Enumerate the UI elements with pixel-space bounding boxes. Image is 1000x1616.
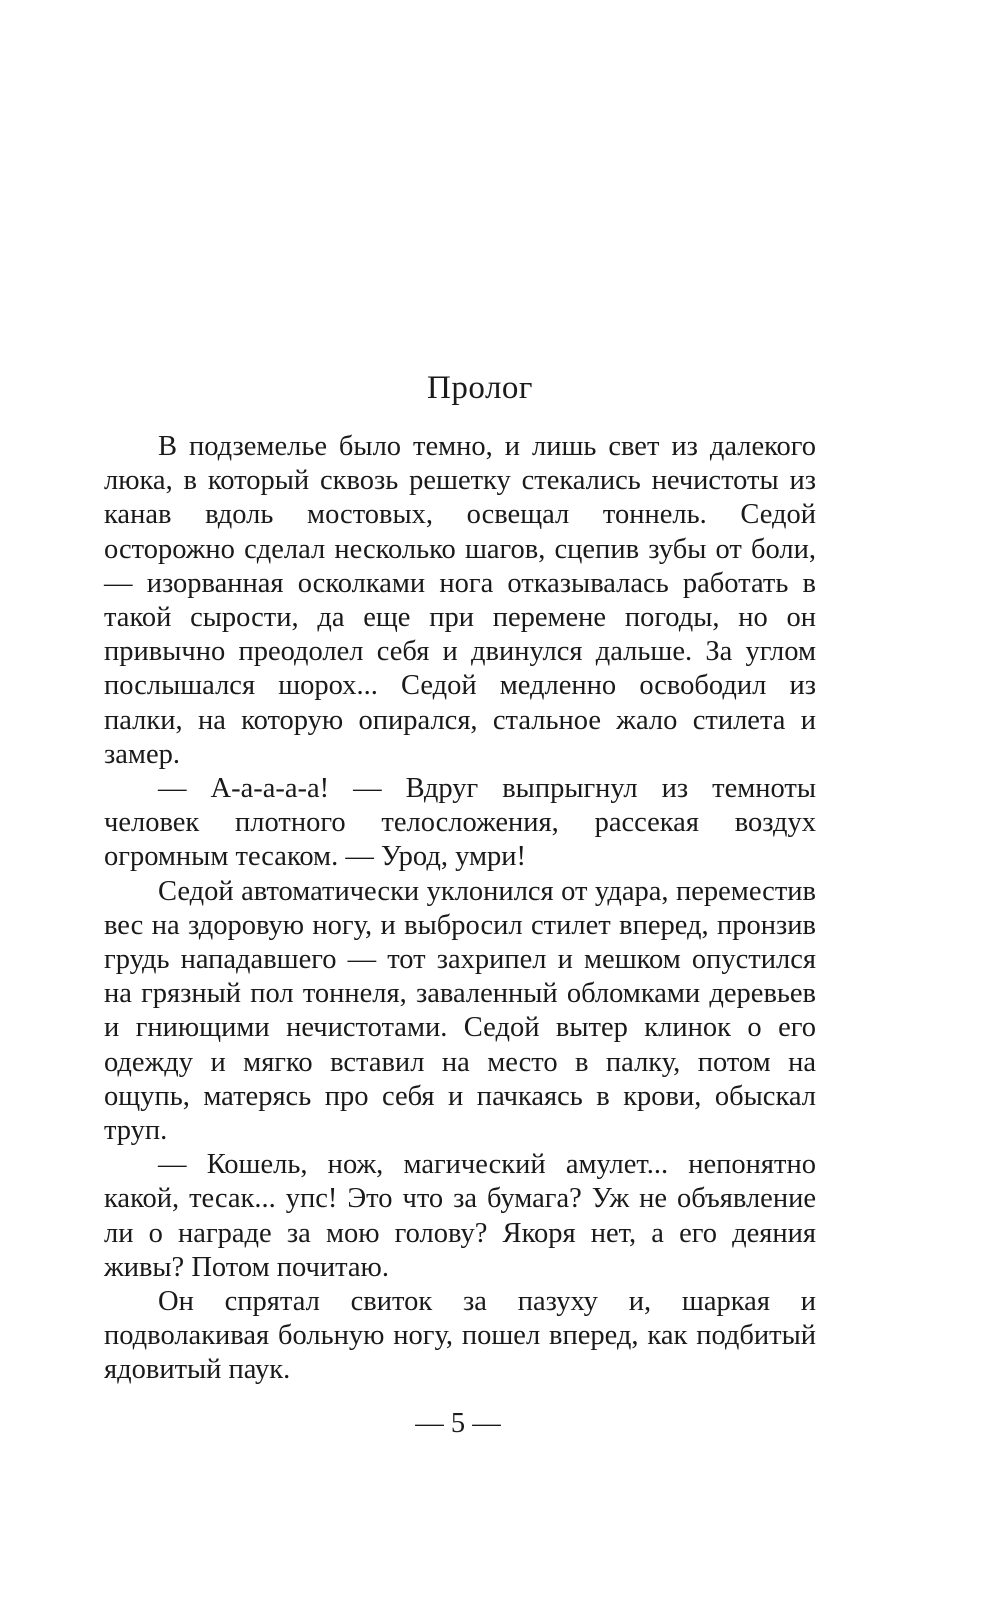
paragraph: — Кошель, нож, магический амулет... непонятно какой, тесак... упс! Это что за бумага? Уж не объявление ли о награде за мою голову? Якоря нет, а его деяния живы? Потом почитаю. bbox=[104, 1149, 816, 1283]
paragraph: Седой автоматически уклонился от удара, переместив вес на здоровую ногу, и выбросил стилет вперед, пронзив грудь нападавшего — тот захрипел и мешком опустился на грязный пол тоннеля, заваленный обломками деревьев и гниющими нечистотами. Седой вытер клинок о его одежду и мягко вставил на место в палку, потом на ощупь, матерясь про себя и пачкаясь в крови, обыскал труп. bbox=[104, 875, 816, 1147]
paragraph: В подземелье было темно, и лишь свет из далекого люка, в который сквозь решетку стекались нечистоты из канав вдоль мостовых, освещал тоннель. Седой осторожно сделал несколько шагов, сцепив зубы от боли, — изорванная осколками нога отказывалась работать в такой сырости, да еще при перемене погоды, но он привычно преодолел себя и двинулся дальше. За углом послышался шорох... Седой медленно освободил из палки, на которую опирался, стальное жало стилета и замер. bbox=[104, 431, 816, 770]
paragraph: — А-а-а-а-а! — Вдруг выпрыгнул из темноты человек плотного телосложения, рассекая воздух огромным тесаком. — Урод, умри! bbox=[104, 773, 816, 873]
paragraph: Он спрятал свиток за пазуху и, шаркая и подволакивая больную ногу, пошел вперед, как подбитый ядовитый паук. bbox=[104, 1286, 816, 1386]
chapter-title: Пролог bbox=[427, 370, 533, 406]
chapter-body bbox=[104, 430, 816, 1388]
page-number: — 5 — bbox=[415, 1408, 501, 1439]
